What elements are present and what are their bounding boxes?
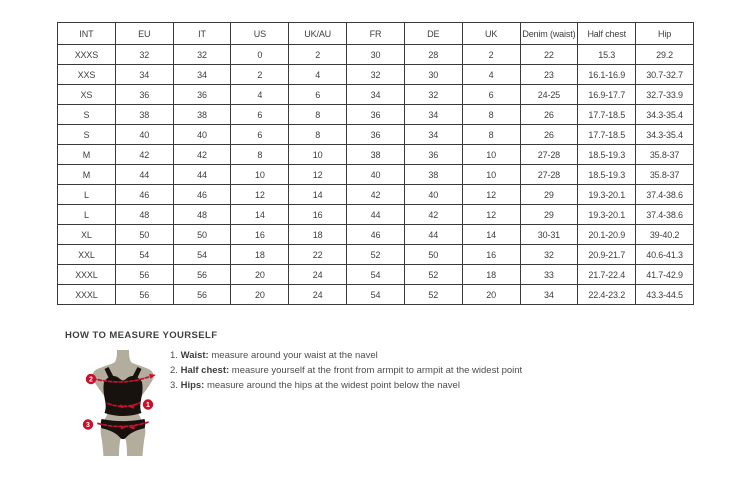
- cell-ukau: 22: [289, 245, 347, 265]
- cell-denim-waist: 29: [520, 205, 578, 225]
- cell-uk: 18: [462, 265, 520, 285]
- cell-hip: 43.3-44.5: [636, 285, 694, 305]
- cell-fr: 54: [347, 285, 405, 305]
- cell-uk: 6: [462, 85, 520, 105]
- waist-badge-number: 1: [146, 402, 150, 410]
- table-row: [58, 85, 694, 105]
- column-header: US: [231, 23, 289, 45]
- cell-int: XXXS: [58, 45, 116, 65]
- cell-uk: 2: [462, 45, 520, 65]
- cell-uk: 10: [462, 145, 520, 165]
- cell-it: 50: [173, 225, 231, 245]
- cell-de: 44: [404, 225, 462, 245]
- cell-half-chest: 19.3-20.1: [578, 205, 636, 225]
- cell-uk: 12: [462, 205, 520, 225]
- cell-us: 20: [231, 285, 289, 305]
- cell-us: 8: [231, 145, 289, 165]
- step-label: Hips:: [180, 380, 205, 391]
- cell-eu: 34: [115, 65, 173, 85]
- cell-de: 34: [404, 125, 462, 145]
- cell-eu: 42: [115, 145, 173, 165]
- table-row: [58, 185, 694, 205]
- cell-int: XXXL: [58, 265, 116, 285]
- cell-half-chest: 15.3: [578, 45, 636, 65]
- column-header: EU: [115, 23, 173, 45]
- column-header: UK/AU: [289, 23, 347, 45]
- cell-ukau: 2: [289, 45, 347, 65]
- cell-hip: 41.7-42.9: [636, 265, 694, 285]
- column-header: INT: [58, 23, 116, 45]
- cell-us: 4: [231, 85, 289, 105]
- table-row: [58, 105, 694, 125]
- cell-eu: 56: [115, 285, 173, 305]
- table-row: [58, 225, 694, 245]
- cell-us: 6: [231, 105, 289, 125]
- cell-fr: 52: [347, 245, 405, 265]
- hips-badge-number: 3: [86, 422, 90, 430]
- cell-eu: 36: [115, 85, 173, 105]
- cell-eu: 50: [115, 225, 173, 245]
- cell-hip: 39-40.2: [636, 225, 694, 245]
- cell-uk: 12: [462, 185, 520, 205]
- column-header: UK: [462, 23, 520, 45]
- measure-step: [170, 351, 522, 361]
- measure-step: [170, 381, 522, 391]
- cell-uk: 20: [462, 285, 520, 305]
- table-row: [58, 245, 694, 265]
- cell-uk: 10: [462, 165, 520, 185]
- cell-int: M: [58, 165, 116, 185]
- cell-fr: 36: [347, 125, 405, 145]
- cell-half-chest: 19.3-20.1: [578, 185, 636, 205]
- cell-us: 10: [231, 165, 289, 185]
- cell-us: 0: [231, 45, 289, 65]
- cell-eu: 56: [115, 265, 173, 285]
- column-header: IT: [173, 23, 231, 45]
- step-text: measure yourself at the front from armpit to armpit at the widest point: [231, 365, 523, 376]
- cell-eu: 40: [115, 125, 173, 145]
- cell-hip: 30.7-32.7: [636, 65, 694, 85]
- cell-de: 52: [404, 285, 462, 305]
- cell-it: 56: [173, 265, 231, 285]
- cell-half-chest: 18.5-19.3: [578, 145, 636, 165]
- cell-half-chest: 16.1-16.9: [578, 65, 636, 85]
- cell-ukau: 14: [289, 185, 347, 205]
- cell-int: S: [58, 105, 116, 125]
- cell-it: 40: [173, 125, 231, 145]
- column-header: FR: [347, 23, 405, 45]
- cell-half-chest: 22.4-23.2: [578, 285, 636, 305]
- cell-hip: 34.3-35.4: [636, 125, 694, 145]
- cell-denim-waist: 22: [520, 45, 578, 65]
- cell-denim-waist: 23: [520, 65, 578, 85]
- size-chart-header-row: [58, 23, 694, 45]
- size-chart-table: [57, 22, 694, 305]
- cell-fr: 44: [347, 205, 405, 225]
- cell-fr: 42: [347, 185, 405, 205]
- cell-ukau: 12: [289, 165, 347, 185]
- cell-de: 38: [404, 165, 462, 185]
- cell-denim-waist: 26: [520, 105, 578, 125]
- cell-ukau: 24: [289, 265, 347, 285]
- cell-de: 50: [404, 245, 462, 265]
- cell-denim-waist: 34: [520, 285, 578, 305]
- cell-denim-waist: 27-28: [520, 145, 578, 165]
- cell-hip: 35.8-37: [636, 165, 694, 185]
- cell-fr: 54: [347, 265, 405, 285]
- step-number: 1.: [170, 350, 178, 361]
- cell-de: 32: [404, 85, 462, 105]
- cell-ukau: 18: [289, 225, 347, 245]
- cell-de: 30: [404, 65, 462, 85]
- cell-ukau: 6: [289, 85, 347, 105]
- table-row: [58, 45, 694, 65]
- cell-half-chest: 16.9-17.7: [578, 85, 636, 105]
- cell-it: 34: [173, 65, 231, 85]
- cell-int: M: [58, 145, 116, 165]
- cell-it: 42: [173, 145, 231, 165]
- cell-hip: 34.3-35.4: [636, 105, 694, 125]
- cell-ukau: 16: [289, 205, 347, 225]
- cell-eu: 44: [115, 165, 173, 185]
- cell-hip: 37.4-38.6: [636, 185, 694, 205]
- cell-half-chest: 20.9-21.7: [578, 245, 636, 265]
- cell-half-chest: 21.7-22.4: [578, 265, 636, 285]
- step-number: 3.: [170, 380, 178, 391]
- cell-fr: 30: [347, 45, 405, 65]
- cell-int: XL: [58, 225, 116, 245]
- cell-ukau: 4: [289, 65, 347, 85]
- cell-eu: 38: [115, 105, 173, 125]
- cell-denim-waist: 30-31: [520, 225, 578, 245]
- cell-fr: 32: [347, 65, 405, 85]
- step-label: Waist:: [180, 350, 209, 361]
- column-header: Hip: [636, 23, 694, 45]
- cell-us: 6: [231, 125, 289, 145]
- cell-de: 40: [404, 185, 462, 205]
- table-row: [58, 165, 694, 185]
- cell-us: 2: [231, 65, 289, 85]
- table-row: [58, 145, 694, 165]
- cell-us: 16: [231, 225, 289, 245]
- step-number: 2.: [170, 365, 178, 376]
- cell-int: XXS: [58, 65, 116, 85]
- cell-it: 54: [173, 245, 231, 265]
- cell-it: 44: [173, 165, 231, 185]
- cell-int: L: [58, 185, 116, 205]
- cell-half-chest: 17.7-18.5: [578, 125, 636, 145]
- measure-section-title: HOW TO MEASURE YOURSELF: [65, 330, 218, 341]
- cell-it: 46: [173, 185, 231, 205]
- cell-us: 20: [231, 265, 289, 285]
- cell-fr: 36: [347, 105, 405, 125]
- cell-denim-waist: 33: [520, 265, 578, 285]
- cell-us: 12: [231, 185, 289, 205]
- cell-ukau: 24: [289, 285, 347, 305]
- cell-denim-waist: 26: [520, 125, 578, 145]
- cell-int: XXL: [58, 245, 116, 265]
- cell-eu: 46: [115, 185, 173, 205]
- table-row: [58, 285, 694, 305]
- cell-int: S: [58, 125, 116, 145]
- step-text: measure around the hips at the widest point below the navel: [206, 380, 460, 391]
- chest-badge-number: 2: [89, 376, 93, 384]
- cell-hip: 32.7-33.9: [636, 85, 694, 105]
- cell-ukau: 8: [289, 125, 347, 145]
- table-row: [58, 205, 694, 225]
- cell-de: 42: [404, 205, 462, 225]
- cell-us: 18: [231, 245, 289, 265]
- cell-fr: 38: [347, 145, 405, 165]
- cell-uk: 16: [462, 245, 520, 265]
- cell-half-chest: 17.7-18.5: [578, 105, 636, 125]
- cell-fr: 46: [347, 225, 405, 245]
- table-row: [58, 65, 694, 85]
- cell-it: 32: [173, 45, 231, 65]
- cell-uk: 4: [462, 65, 520, 85]
- cell-eu: 54: [115, 245, 173, 265]
- step-text: measure around your waist at the navel: [211, 350, 378, 361]
- table-row: [58, 265, 694, 285]
- cell-de: 34: [404, 105, 462, 125]
- size-chart-head: [58, 23, 694, 45]
- cell-denim-waist: 24-25: [520, 85, 578, 105]
- measure-step: [170, 366, 522, 376]
- table-row: [58, 125, 694, 145]
- cell-ukau: 8: [289, 105, 347, 125]
- cell-fr: 34: [347, 85, 405, 105]
- cell-hip: 37.4-38.6: [636, 205, 694, 225]
- cell-uk: 8: [462, 125, 520, 145]
- cell-fr: 40: [347, 165, 405, 185]
- cell-denim-waist: 32: [520, 245, 578, 265]
- cell-int: L: [58, 205, 116, 225]
- cell-de: 36: [404, 145, 462, 165]
- cell-int: XXXL: [58, 285, 116, 305]
- cell-int: XS: [58, 85, 116, 105]
- cell-denim-waist: 29: [520, 185, 578, 205]
- cell-it: 36: [173, 85, 231, 105]
- cell-ukau: 10: [289, 145, 347, 165]
- cell-hip: 29.2: [636, 45, 694, 65]
- step-label: Half chest:: [180, 365, 230, 376]
- cell-de: 52: [404, 265, 462, 285]
- cell-eu: 48: [115, 205, 173, 225]
- column-header: Half chest: [578, 23, 636, 45]
- cell-it: 56: [173, 285, 231, 305]
- cell-hip: 40.6-41.3: [636, 245, 694, 265]
- cell-it: 48: [173, 205, 231, 225]
- column-header: DE: [404, 23, 462, 45]
- cell-hip: 35.8-37: [636, 145, 694, 165]
- cell-uk: 14: [462, 225, 520, 245]
- cell-half-chest: 20.1-20.9: [578, 225, 636, 245]
- cell-uk: 8: [462, 105, 520, 125]
- size-chart-body: [58, 45, 694, 305]
- column-header: Denim (waist): [520, 23, 578, 45]
- cell-us: 14: [231, 205, 289, 225]
- cell-eu: 32: [115, 45, 173, 65]
- cell-half-chest: 18.5-19.3: [578, 165, 636, 185]
- measurement-figure-illustration: [78, 347, 168, 459]
- cell-de: 28: [404, 45, 462, 65]
- measure-steps-list: [170, 351, 522, 396]
- cell-denim-waist: 27-28: [520, 165, 578, 185]
- cell-it: 38: [173, 105, 231, 125]
